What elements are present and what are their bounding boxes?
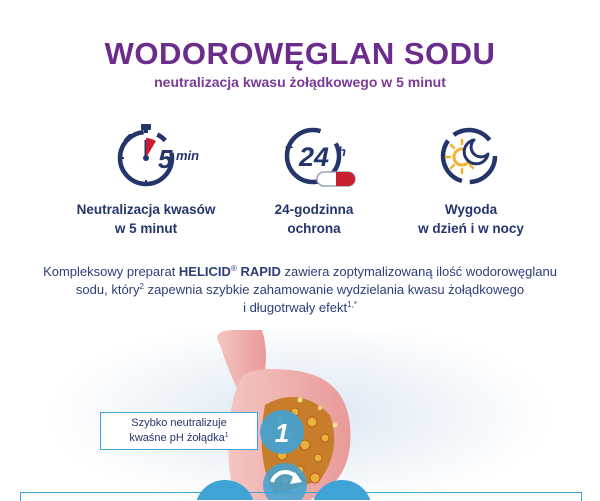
24h-unit: h [338, 144, 346, 159]
feature-label-neutralization: Neutralizacja kwasów w 5 minut [76, 202, 216, 236]
stopwatch-unit: min [176, 148, 200, 163]
24h-pill-icon [275, 120, 365, 192]
feature-label-day-night: Wygoda w dzień i w nocy [418, 202, 524, 236]
step-one-badge: 1 [274, 418, 290, 448]
stopwatch-icon [112, 120, 212, 192]
feature-label-24h: 24-godzinna ochrona [274, 202, 354, 236]
page-title: WODOROWĘGLAN SODU [104, 36, 496, 71]
24h-number: 24 [299, 142, 330, 172]
pill-icon [317, 172, 355, 186]
product-description: Kompleksowy preparat HELICID® RAPID zawiera zoptymalizowaną ilość wodorowęglanu sodu, który$^2$ zapewnia szybkie zahamowanie wydzielania kwasu żołądkowego i długotrwały efekt$^{1,*}$ [43, 264, 557, 315]
stomach-illustration [0, 330, 600, 500]
sun-moon-icon [436, 120, 506, 190]
callout-fast-neutralization: Szybko neutralizuje kwaśne pH żołądka$^1$ [100, 412, 258, 450]
stopwatch-number: 5 [158, 144, 173, 174]
page-subtitle: neutralizacja kwasu żołądkowego w 5 minut [154, 74, 446, 90]
